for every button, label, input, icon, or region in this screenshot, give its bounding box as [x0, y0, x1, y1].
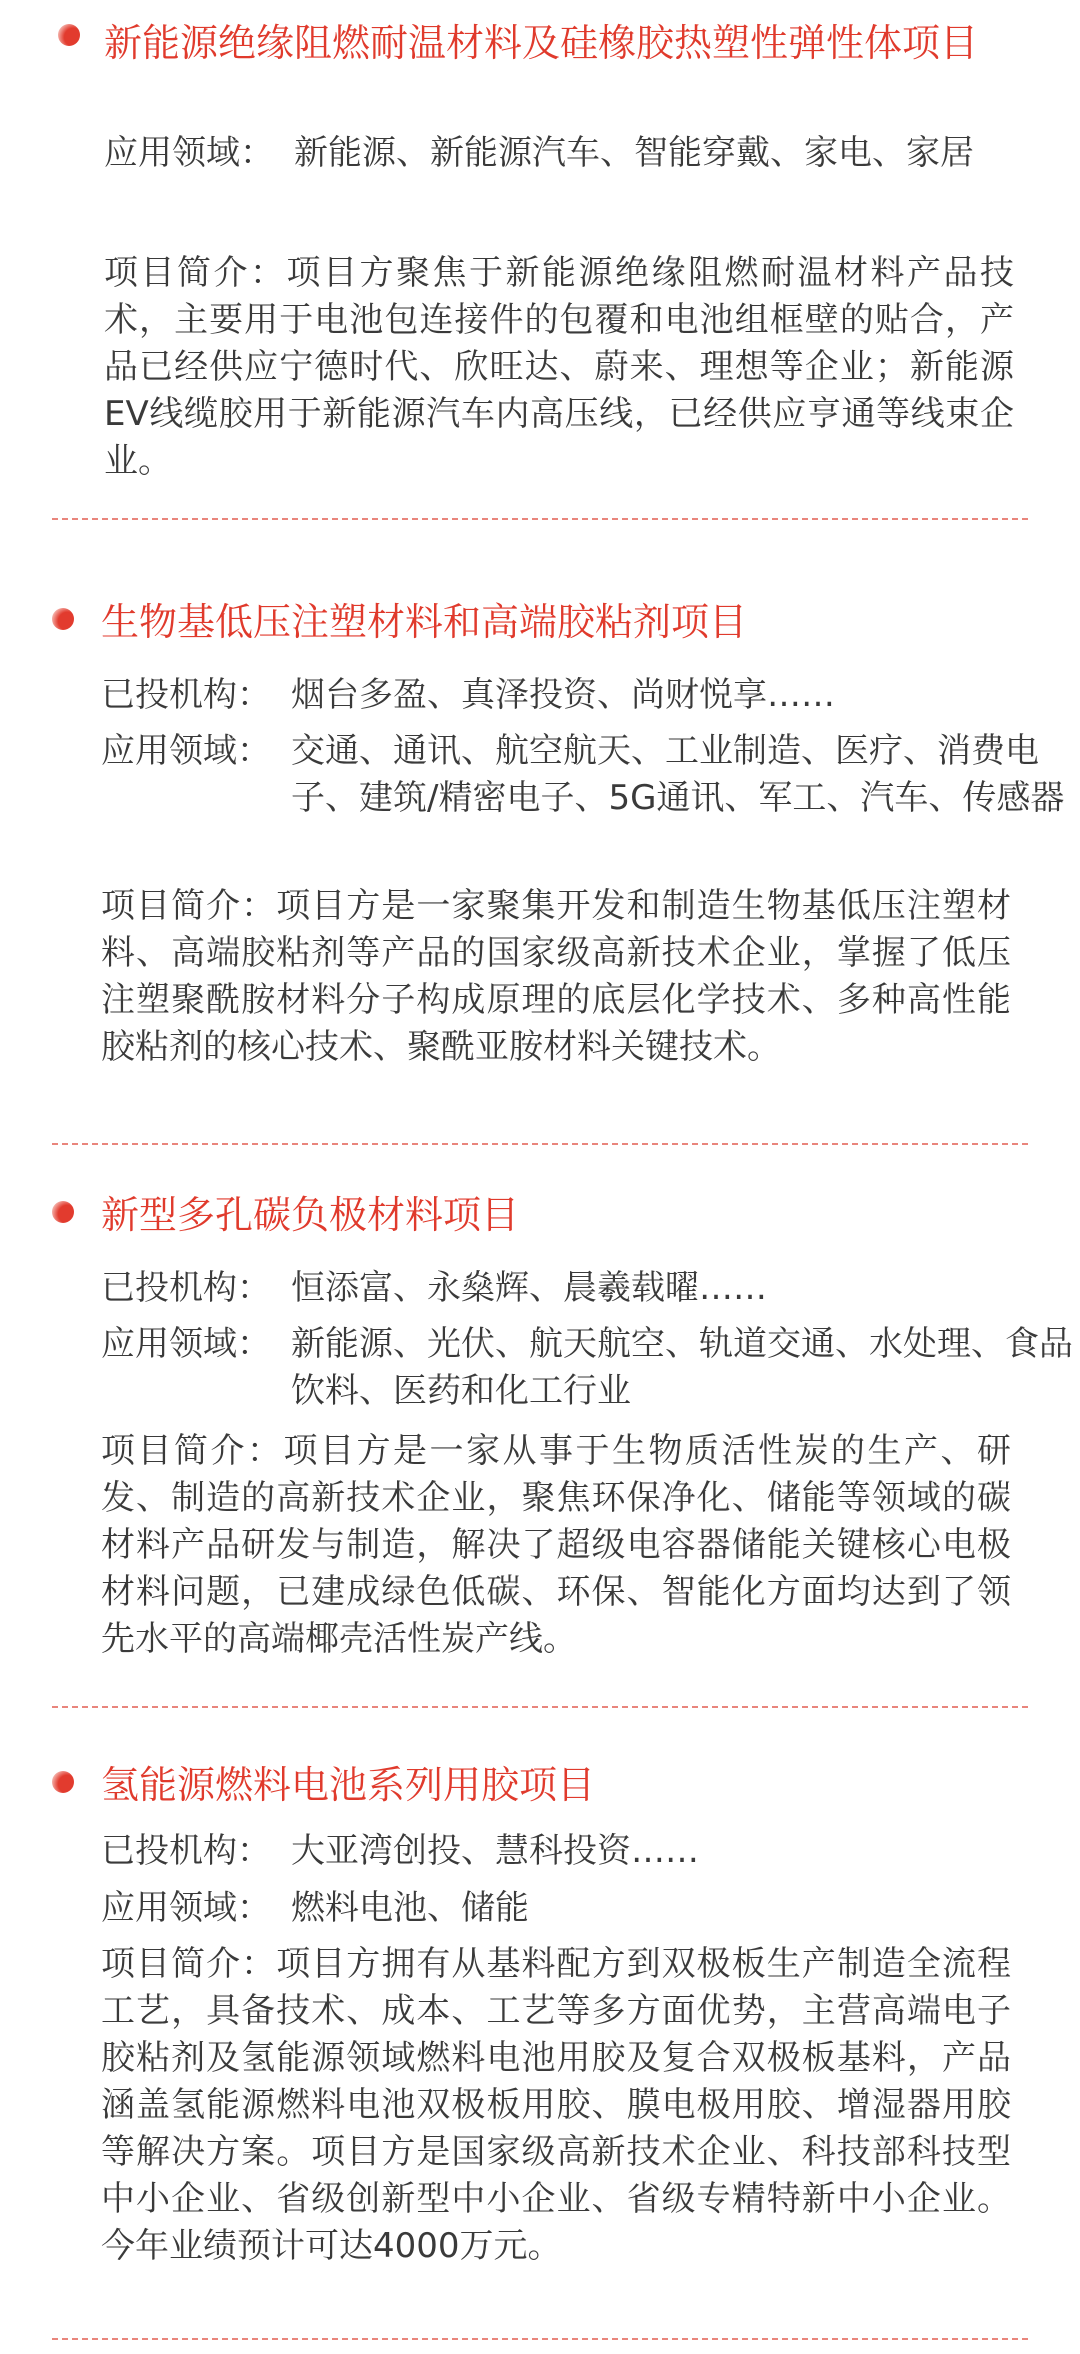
investors-field [101, 1828, 1021, 1875]
application-label: 应用领域： [101, 731, 271, 771]
intro-text [101, 1941, 1011, 2270]
intro-label: 项目简介： [101, 886, 277, 926]
bullet-dot-icon [52, 1771, 74, 1793]
application-field [101, 728, 1065, 869]
investors-value: 大亚湾创投、慧科投资…… [291, 1831, 699, 1871]
project-title: 新型多孔碳负极材料项目 [101, 1193, 520, 1237]
application-value: 新能源、新能源汽车、智能穿戴、家电、家居 [294, 133, 974, 173]
section-divider [52, 1706, 1028, 1708]
bullet-dot-icon [52, 608, 74, 630]
intro-label: 项目简介： [101, 1944, 277, 1984]
project-title: 氢能源燃料电池系列用胶项目 [101, 1763, 596, 1807]
intro-field [101, 1428, 1021, 1663]
intro-value: 项目方拥有从基料配方到双极板生产制造全流程工艺，具备技术、成本、工艺等多方面优势，主营高端电子胶粘剂及氢能源领域燃料电池用胶及复合双极板基料，产品涵盖氢能源燃料电池双极板用胶、膜电极用胶、增湿器用胶等解决方案。项目方是国家级高新技术企业、科技部科技型中小企业、省级创新型中小企业、省级专精特新中小企业。今年业绩预计可达4000万元。 [101, 1944, 1012, 2266]
bullet-dot-icon [58, 24, 80, 46]
application-value: 新能源、光伏、航天航空、轨道交通、水处理、食品饮料、医药和化工行业 [291, 1324, 1073, 1411]
application-value: 交通、通讯、航空航天、工业制造、医疗、消费电子、建筑/精密电子、5G通讯、军工、汽车、传感器 [291, 731, 1065, 818]
intro-field [101, 883, 1021, 1071]
project-title: 生物基低压注塑材料和高端胶粘剂项目 [101, 600, 748, 644]
section-divider [52, 1143, 1028, 1145]
application-field [101, 1885, 1021, 1932]
intro-text [101, 883, 1011, 1071]
application-field [101, 1321, 1073, 1415]
investors-value: 恒添富、永燊辉、晨羲载曜…… [291, 1268, 767, 1308]
investors-field [101, 1265, 1021, 1312]
investors-label: 已投机构： [101, 675, 271, 715]
bullet-dot-icon [52, 1201, 74, 1223]
application-field [104, 130, 1024, 225]
application-label: 应用领域： [101, 1888, 271, 1928]
intro-label: 项目简介： [101, 1431, 284, 1471]
investors-field [101, 672, 1021, 719]
application-value: 燃料电池、储能 [291, 1888, 529, 1928]
intro-text [101, 1428, 1011, 1663]
application-label: 应用领域： [104, 133, 274, 173]
intro-field [101, 1941, 1021, 2270]
investors-label: 已投机构： [101, 1831, 271, 1871]
investors-value: 烟台多盈、真泽投资、尚财悦享…… [291, 675, 835, 715]
intro-field [104, 250, 1024, 485]
intro-value: 项目方是一家从事于生物质活性炭的生产、研发、制造的高新技术企业，聚焦环保净化、储能等领域的碳材料产品研发与制造，解决了超级电容器储能关键核心电极材料问题，已建成绿色低碳、环保、智能化方面均达到了领先水平的高端椰壳活性炭产线。 [101, 1431, 1011, 1659]
intro-value: 项目方是一家聚集开发和制造生物基低压注塑材料、高端胶粘剂等产品的国家级高新技术企业，掌握了低压注塑聚酰胺材料分子构成原理的底层化学技术、多种高性能胶粘剂的核心技术、聚酰亚胺材料关键技术。 [101, 886, 1012, 1067]
investors-label: 已投机构： [101, 1268, 271, 1308]
intro-value: 项目方聚焦于新能源绝缘阻燃耐温材料产品技术，主要用于电池包连接件的包覆和电池组框壁的贴合，产品已经供应宁德时代、欣旺达、蔚来、理想等企业；新能源EV线缆胶用于新能源汽车内高压线，已经供应亨通等线束企业。 [104, 253, 1014, 481]
intro-text [104, 250, 1014, 485]
intro-label: 项目简介： [104, 253, 287, 293]
section-divider [52, 2338, 1028, 2340]
application-label: 应用领域： [101, 1324, 271, 1364]
project-title: 新能源绝缘阻燃耐温材料及硅橡胶热塑性弹性体项目 [104, 21, 979, 65]
section-divider [52, 518, 1028, 520]
